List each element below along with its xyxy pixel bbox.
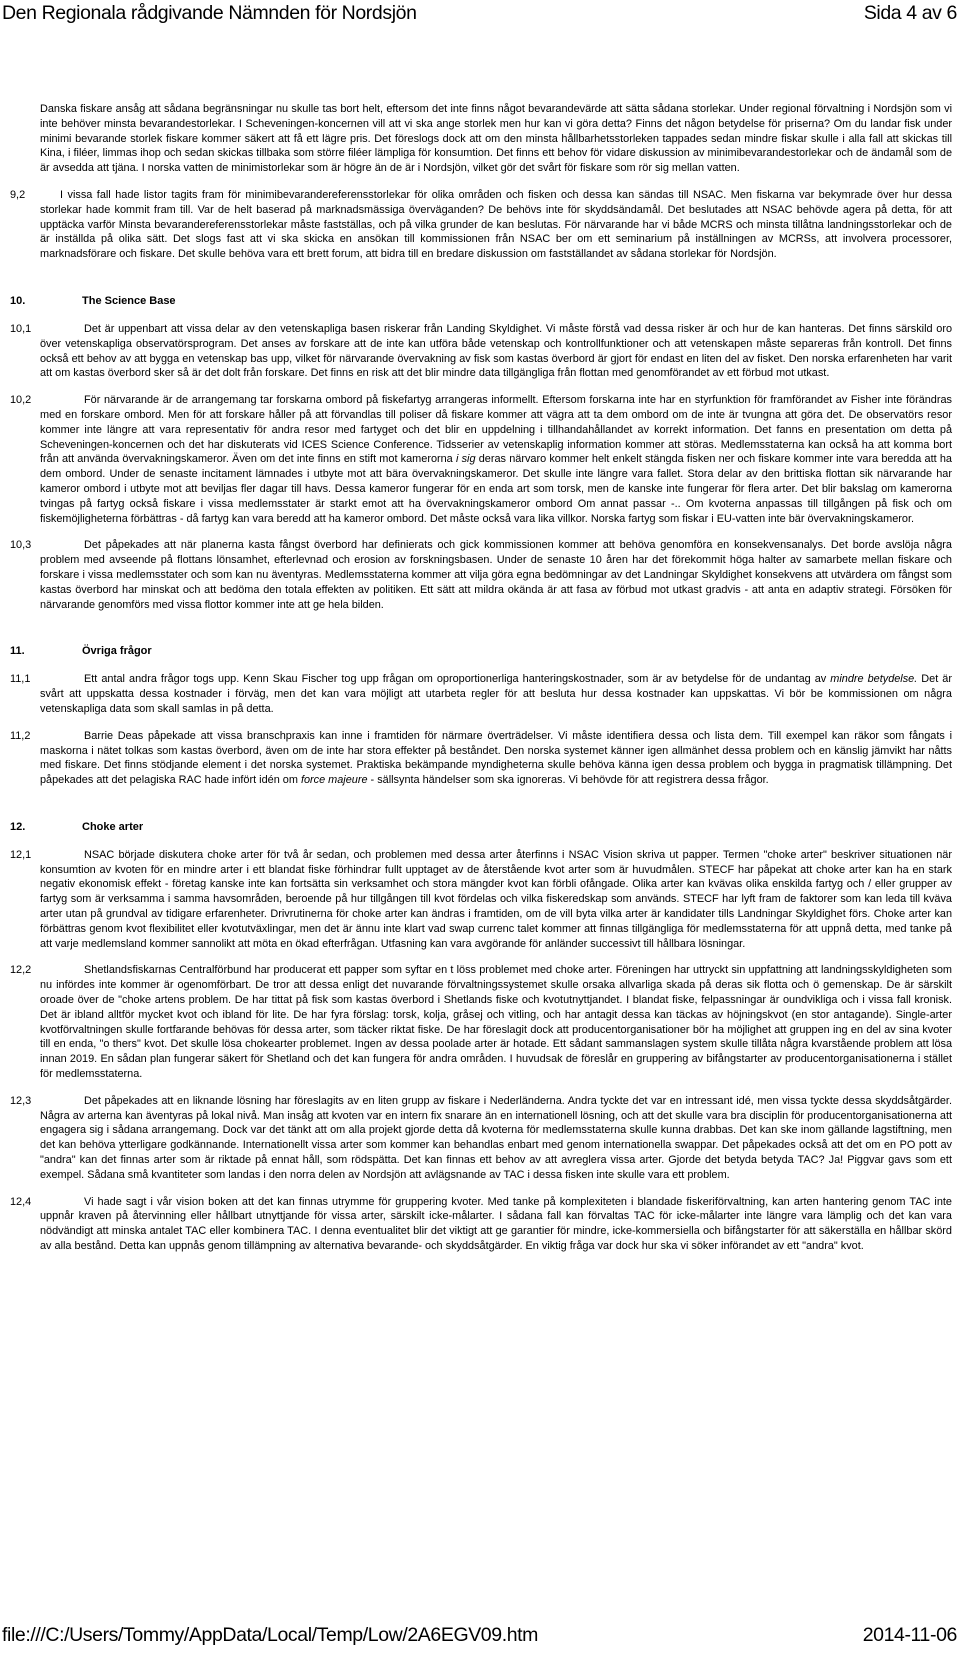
item-10-2 (10, 393, 952, 526)
item-text: Shetlandsfiskarnas Centralförbund har producerat ett papper som syftar en t löss problemet med choke arter. Föreningen har uttryckt sin uppfattning att landningsskyldigheten som nu infördes inte kommer är ogenomförbart. De tror att dessa enligt det nuvarande förvaltningssystemet skulle orsaka allvarliga skada på deras sik flotta och ö gemenskap. De är särskilt oroade över de "choke artens problem. De har tittat på fisk som kastas överbord i Shetlands fiske och kvotutnyttjandet. I blandat fiske, felpassningar är oundvikliga och i vissa fall kronisk. Det är ibland alltför mycket kvot och ibland för lite. De har fyra förslag: torsk, kolja, gråsej och vitling, och har antagit dessa kan täckas av höjningskvot (en stor antagande). Single-arter kvotförvaltningen skulle fortfarande behövas för dessa arter, som täcker riktat fiske. De har föreslagit dock att producentorganisationer bör ha möjlighet att gruppen ing en del av sina kvoter till en enda, "o thers" kvot. Det skulle lösa chokearter problemet. Ingen av dessa poolade arter är hotade. Ett sådant sammanslagen system skulle tillåta några kvarstående problem att lösa innan 2019. En sådan plan fungerar säkert för Shetland och det kan fungera för andra områden. I huvudsak de föreslår en gruppering av bifångstarter av producentorganisationerna i stället för medlemsstaterna. (40, 964, 952, 1081)
section-12-heading (10, 820, 952, 834)
item-text: NSAC började diskutera choke arter för två år sedan, och problemen med dessa arter återfinns i NSAC Vision skriva ut papper. Termen "choke arter" beskriver situationen när konsumtion av kvoten för en mindre arter i ett blandat fiske förhindrar fullt upptaget av de återstående kvot arter som är huvudmålen. STECF har påpekat att choke arter kan ha en stark negativ ekonomisk effekt - företag kanske inte kan fortsätta sin verksamhet och stora mängder kvot kan förbli ofångade. Olika arter kan kvävas olika enskilda fartyg och / eller grupper av fartyg som är verksamma i samma havsområden, beroende på hur tillgången till kvot fördelas och vilka fiskeredskap som används. STECF har lyft fram de faktorer som kan leda till kväva arter utan på grundval av tidigare erfarenheter. Drivrutinerna för choke arter kan ändras i framtiden, om de vill byta vilka arter är kandidater tills Landningar Skyldighet förs. Choke arter kan förbättras genom kvot flexibilitet eller kvotutväxlingar, men det är ännu inte klart vad swap currenc talet kommer att finnas tillgängliga för medlemsstaterna för att uppnå detta, med tanke på att varje medlemsland kommer sannolikt att möta en ökad efterfrågan. Utfasning kan vara avgörande för anländer successivt till hållbara lösningar. (40, 848, 952, 950)
print-date: 2014-11-06 (862, 1624, 957, 1646)
section-number: 11. (10, 645, 25, 658)
item-number: 9,2 (10, 188, 26, 201)
item-number: 12,3 (10, 1094, 32, 1107)
item-text: Barrie Deas påpekade att vissa branschpraxis kan inne i framtiden för närmare överträdelser. Vi måste identifiera dessa och lista dem. Till exempel kan räkor som fångats i maskorna i nätet tolkas som kastas överbord, även om de inte har stora effekter på beståndet. Den norska systemet känner igen allmänhet dessa problem och en känslig jämvikt har nåtts med fiskare. Det finns stödjande element i det norska systemet. Praktiska bekämpande myndigheterna skulle behöva känna igen dessa problem och bygga in pragmatisk tillämpning. Det påpekades att det pelagiska RAC hade infört idén om force majeure - sällsynta händelser som ska ignoreras. Vi behövde för att registrera dessa frågor. (40, 729, 952, 787)
item-number: 12,4 (10, 1195, 32, 1208)
item-number: 10,1 (10, 322, 32, 335)
item-9-2 (10, 188, 952, 262)
item-11-1 (10, 672, 952, 716)
item-number: 11,1 (10, 673, 31, 686)
section-11-heading (10, 644, 952, 658)
item-10-1 (10, 322, 952, 381)
item-10-3 (10, 538, 952, 612)
item-number: 12,2 (10, 964, 32, 977)
document-body (10, 102, 952, 1266)
item-11-2 (10, 729, 952, 788)
section-title: The Science Base (82, 294, 176, 307)
item-text: Vi hade sagt i vår vision boken att det kan finnas utrymme för gruppering kvoter. Med tanke på komplexiteten i blandade fiskeriförvaltning, kan arten hantering genom TAC inte uppnår kraven på återvinning eller hållbart utnyttjande för vissa arter, särskilt icke-målarter. I sådana fall kan förvaltas TAC för icke-målarter inte längre vara lämplig och det kan vara nödvändigt att minska antalet TAC eller kombinera TAC. I denna eventualitet blir det viktigt att ge garantier för mindre, icke-kommersiella och bifångstarter för att säkerställa en hållbar skörd av alla bestånd. Detta kan uppnås genom tillämpning av alternativa bevarande- och skyddsåtgärder. En viktig fråga var dock hur ska vi söker införandet av ett "andra" kvot. (40, 1195, 952, 1253)
item-number: 11,2 (10, 729, 31, 742)
item-number: 10,2 (10, 394, 32, 407)
file-path: file:///C:/Users/Tommy/AppData/Local/Temp/Low/2A6EGV09.htm (2, 1624, 539, 1646)
page-footer (0, 1624, 960, 1654)
item-text: Det är uppenbart att vissa delar av den vetenskapliga basen riskerar från Landing Skyldighet. Vi måste förstå vad dessa risker är och hur de kan hanteras. Det finns särskild oro över vetenskapliga observatörsprogram. Det anses av forskare att de inte kan utföra både vetenskap och kontrollfunktioner och att vetenskapen måste separeras från kontroll. Det finns också ett behov av att bygga en vetenskap bas upp, vilket för närvarande övervakning av fisk som kastas överbord är gjort för endast en liten del av fisket. Den norska erfarenheten har varit att om kastas överbord sker så är det dolt från forskare. Det finns en risk att det blir mindre data tillgängliga från flottan med genomförandet av ett förbud mot utkast. (40, 322, 952, 380)
paragraph-intro: Danska fiskare ansåg att sådana begränsningar nu skulle tas bort helt, eftersom det inte finns något bevarandevärde att sätta sådana storlekar. Under regional förvaltning i Nordsjön som vi inte behöver minsta bevarandestorlekar. I Scheveningen-koncernen vill att vi ska ange storlek men hur kan vi göra detta? Finns det någon betydelse för priserna? Om du landar fisk under minimi bevarande storlek fiskare kommer säkert att få ett lägre pris. Det föreslogs dock att om den minsta hållbarhetsstorleken tappades sedan mindre fiskar skulle i alla fall att skickas till Kina, i filéer, limmas ihop och sedan skickas tillbaka som större filéer lämpliga för konsumtion. Det finns ett behov för vidare diskussion av minimibevarandestorlekar och de ändamål som de är avsedda att tjäna. I norska vatten de minimistorlekar som är högre än de är i Nordsjön, vilket gör det svårt för fiskare som rör sig mellan vatten. (40, 103, 952, 175)
section-number: 10. (10, 294, 26, 307)
item-12-3 (10, 1094, 952, 1183)
item-number: 12,1 (10, 848, 32, 861)
page-header (0, 0, 960, 30)
item-number: 10,3 (10, 539, 32, 552)
item-text: Det påpekades att när planerna kasta fångst överbord har definierats och gick kommissionen kommer att behöva genomföra en konsekvensanalys. Det borde avslöja några problem med avseende på flottans lönsamhet, efterlevnad och erosion av forskningsbasen. Under de senaste 10 åren har det förekommit höga halter av samarbete mellan fiskare och forskare i vissa medlemsstater och som kan nu äventyras. Medlemsstaterna kommer att vilja göra egna bedömningar av det Landningar Skyldighet konsekvens att utvärdera om fångst som kastas överbord har minskat och att bedöma den totala effekten av politiken. Ett sätt att mildra okända är att fasa av förbud mot utkast gradvis - att anta en adaptiv strategi. Försöken för närvarande genomförs med vissa flottor kommer inte att ge hela bilden. (40, 539, 952, 611)
item-12-1 (10, 848, 952, 952)
document-title: Den Regionala rådgivande Nämnden för Nordsjön (2, 2, 417, 24)
item-12-2 (10, 963, 952, 1081)
section-title: Choke arter (82, 820, 144, 833)
item-text: Ett antal andra frågor togs upp. Kenn Skau Fischer tog upp frågan om oproportionerliga hanteringskostnader, som är av betydelse för de undantag av mindre betydelse. Det är svårt att uppskatta dessa kostnader i förväg, men det kan vara möjligt att utarbeta regler för att besluta hur dessa kostnader kan uppskattas. Vi bör be kommissionen om några vetenskapliga data som skall samlas in på detta. (40, 673, 952, 715)
section-10-heading (10, 294, 952, 308)
item-text: För närvarande är de arrangemang tar forskarna ombord på fiskefartyg arrangeras informellt. Eftersom forskarna inte har en styrfunktion för framförandet av Fisher inte förändras med en forskare ombord. Men för att forskare håller på att förvandlas till poliser då fiskare kommer att vägra att ta dem ombord om de inte är tvungna att göra det. De observatörs resor kommer inte längre att vara representativ för andra resor med fartyget och det blir en uppdelning i tillhandahållandet av korrekt information. Det fanns en presentation om detta på Scheveningen-koncernen och det har diskuterats vid ICES Science Conference. Tidsserier av vetenskaplig information kommer att störas. Medlemsstaterna kan också ha att komma bort från att använda övervakningskameror. Även om det inte finns en stift mot kamerorna i sig deras närvaro kommer helt enkelt stängda fisken ner och fiskare kommer inte vara beredda att ha dem ombord. Under de senaste incitament lämnades i utbyte mot att bära övervakningskameror. Det skulle inte längre vara fallet. Stora delar av den brittiska flottan sik närvarande har kameror ombord i utbyte mot att beviljas fler dagar till havs. Dessa kameror fungerar för en enda art som torsk, men de kanske inte fungerar för flera arter. Det blir bakslag om kamerorna tvingas på fartyg också fiskare i vissa medlemsstater är starkt emot att ha övervakningskameror ombord Om annat passar -.. Om kvoterna anpassas till tillgången på fisk och om fiskemöjligheterna förbättras - då fartyg kan vara beredd att ha kameror ombord. Det måste också vara lika villkor. Norska fartyg som fiskar i EU-vatten inte bär övervakningskameror. (40, 394, 952, 525)
section-title: Övriga frågor (82, 645, 152, 658)
item-text: I vissa fall hade listor tagits fram för minimibevarandereferensstorlekar för olika områden och fisken och dessa kan sändas till NSAC. Men fiskarna var bekymrade över hur dessa storlekar hade kommit fram till. Var de helt baserad på marknadsmässiga överväganden? De behövs inte för skyddsändamål. Det beslutades att NSAC behövde agera på detta, för att upptäcka varför Minsta bevarandereferensstorlekar måste fastställas, och på vilka grunder de kan beslutas. För närvarande har vi både MCRS och minsta tillåtna landningsstorlekar och de är inställda på olika sätt. Det slogs fast att vi ska skicka en ansökan till kommissionen från NSAC ber om ett seminarium på inställningen av MCRSs, att involvera processorer, marknadsförare och fiskare. Det skulle behöva vara ett brett forum, att bidra till en bredare diskussion om fastställandet av sådana storlekar för Nordsjön. (40, 188, 952, 261)
page-number: Sida 4 av 6 (863, 2, 957, 24)
item-text: Det påpekades att en liknande lösning har föreslagits av en liten grupp av fiskare i Nederländerna. Andra tyckte det var en intressant idé, men vissa tyckte dessa skyddsåtgärder. Några av arterna kan äventyras på lokal nivå. Man insåg att kvoten var en intern fix snarare än en internationell lösning, och att det skulle vara bra disciplin för producentorganisationerna att engagera sig i sådana arrangemang. Dock var det tänkt att om alla projekt gjorde detta då kvoterna för medlemsstaterna skulle kunna drabbas. Det kan ske inom gällande lagstiftning, men det kan behöva ytterligare godkännande. Internationellt vissa arter som kommer kan behandlas enbart med genom internationella swappar. Det påpekades också att det om en PO pott av "andra" kan det finnas arter som är riktade på ennat håll, som rödspätta. Det kan finnas ett behov av att avreglera vissa arter. Gjorde det betyda betyda TAC? Ja! Piggvar gavs som ett exempel. Sådana små kvantiteter som landas i den norra delen av Nordsjön att avlägsnande av TAC i dessa fisken inte skulle vara ett problem. (40, 1094, 952, 1181)
section-number: 12. (10, 820, 26, 833)
item-12-4 (10, 1195, 952, 1254)
